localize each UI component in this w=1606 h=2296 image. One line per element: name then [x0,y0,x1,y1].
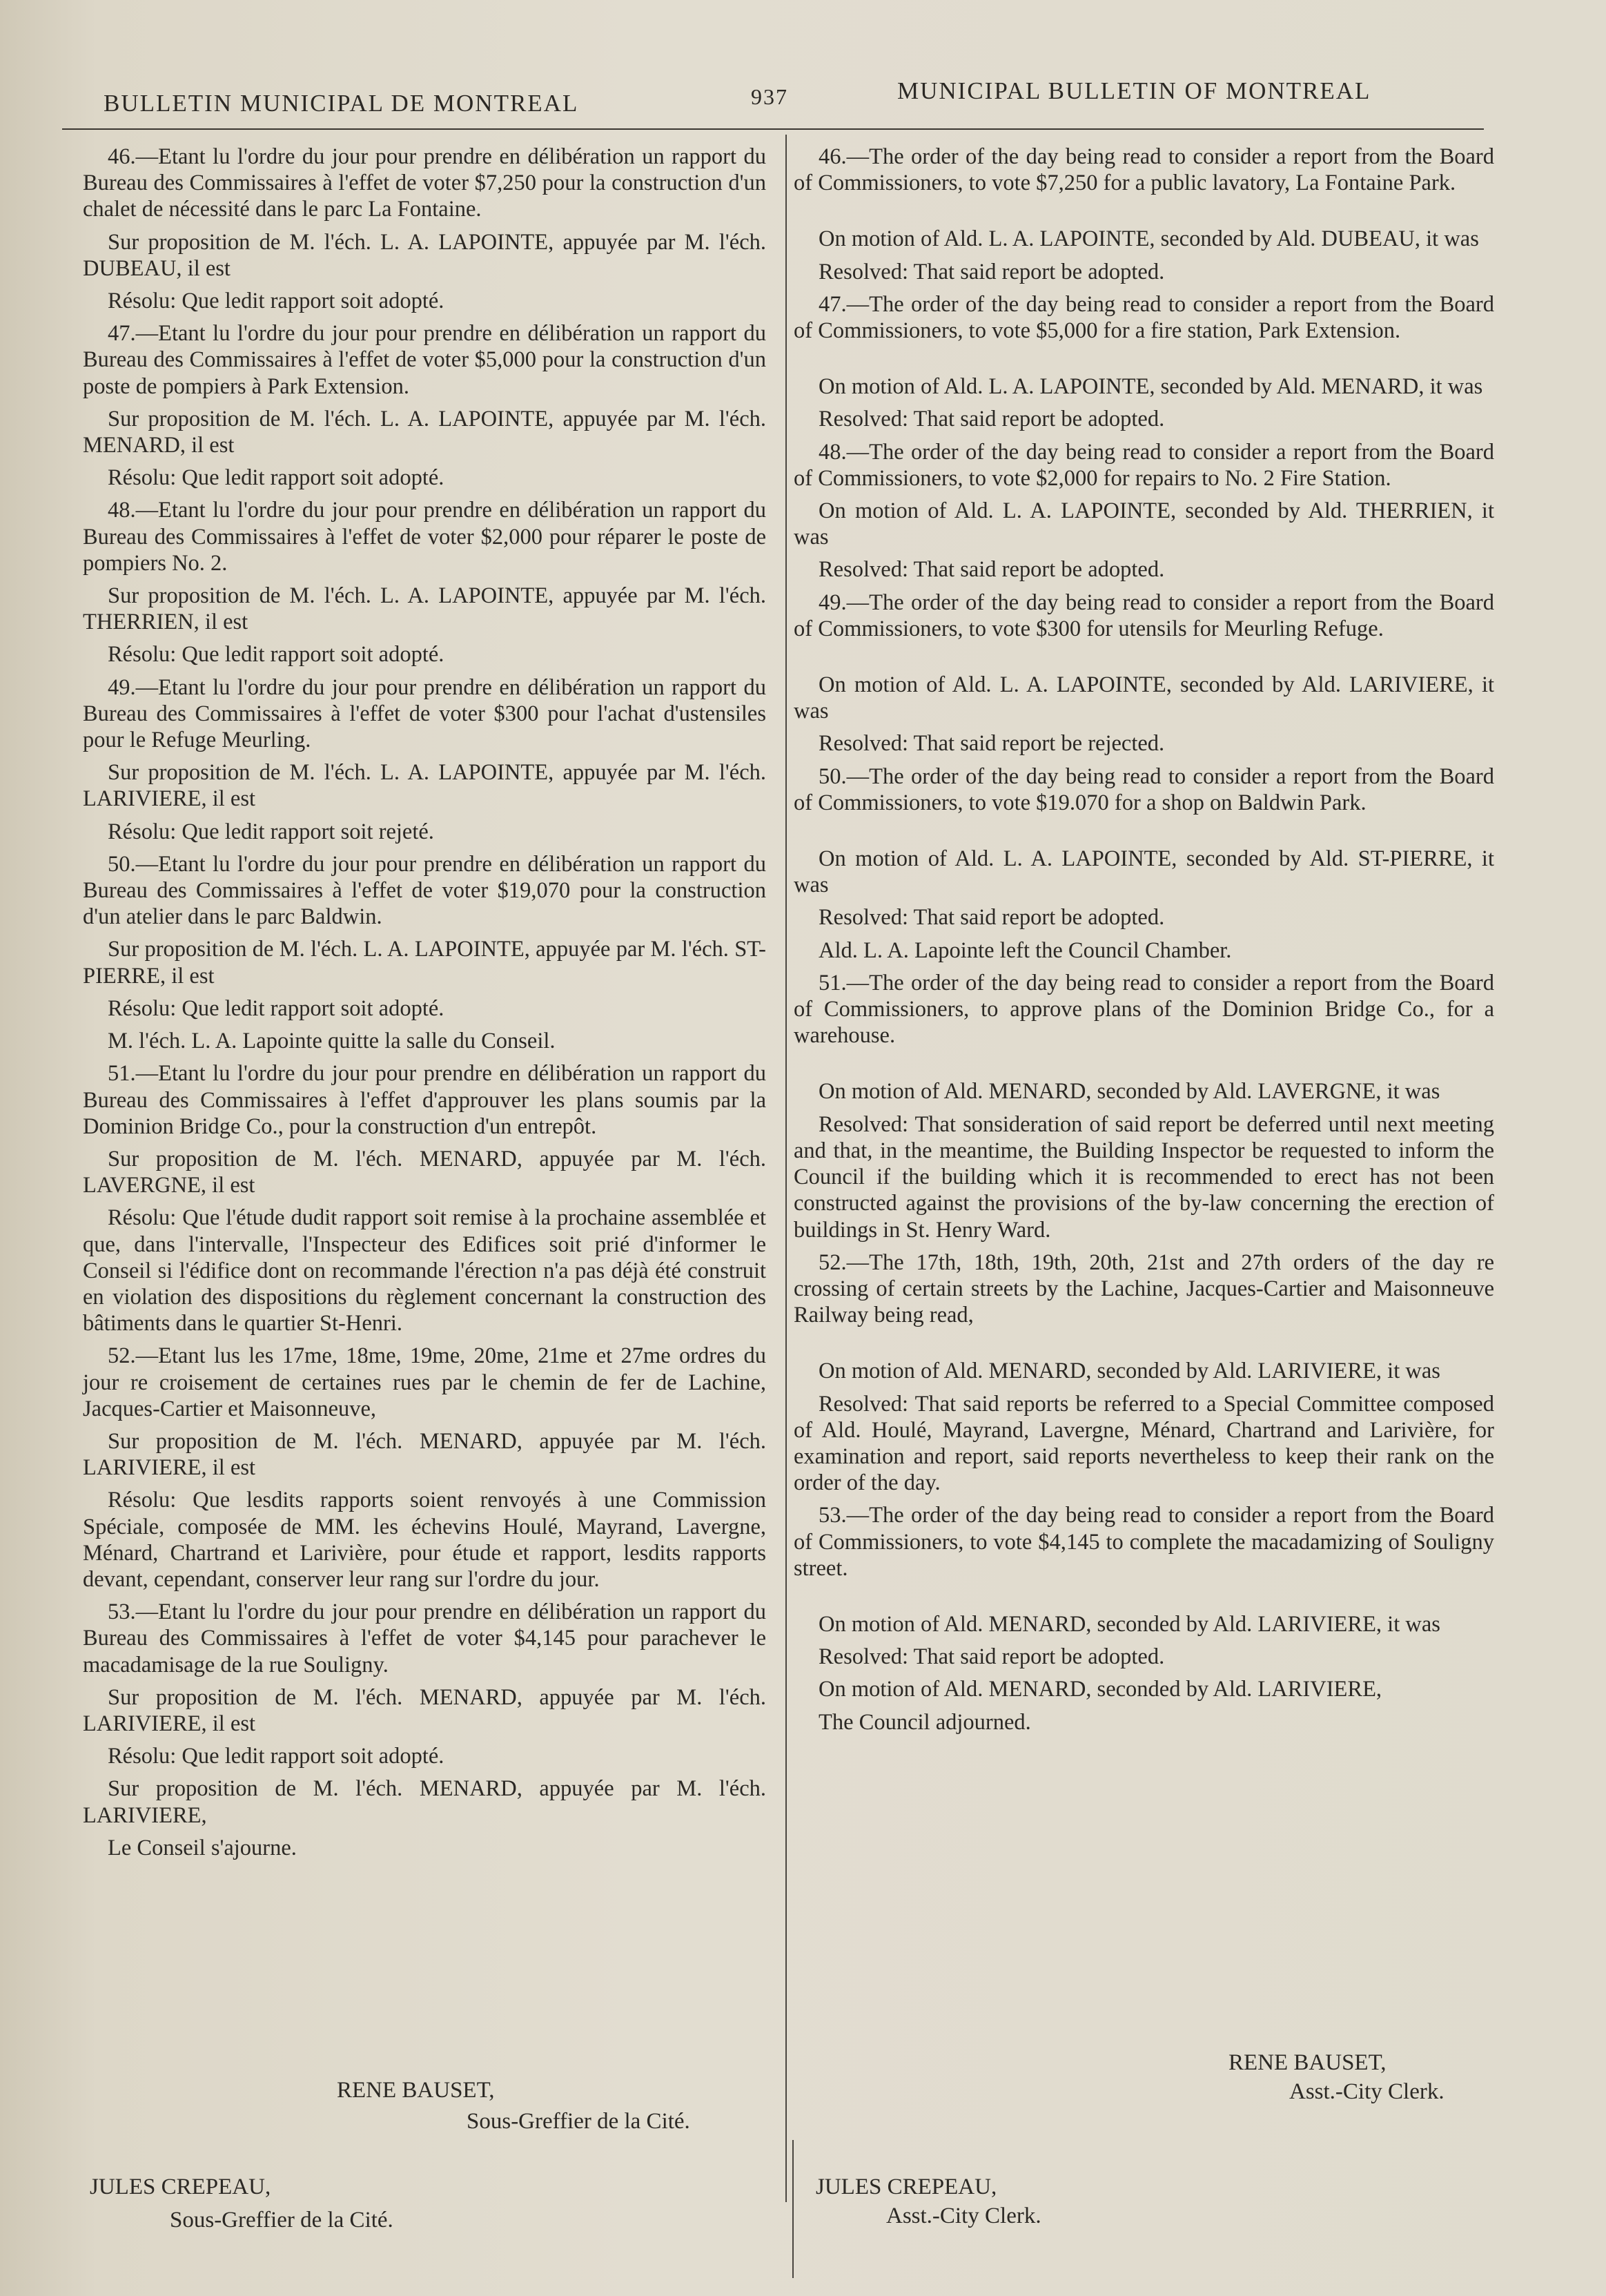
paragraph: Ald. L. A. Lapointe left the Council Chamber. [819,937,1232,963]
signature-name-english-2: JULES CREPEAU, [816,2175,997,2199]
paragraph: Resolved: That said report be adopted. [819,1644,1165,1670]
signature-name-english: RENE BAUSET, [1228,2050,1387,2075]
paragraph: 48.—Etant lu l'ordre du jour pour prendre en délibération un rapport du Bureau des Commissaires à l'effet de voter $2,000 pour réparer le poste de pompiers No. 2. [83,498,766,576]
signature-name-french-2: JULES CREPEAU, [90,2175,271,2199]
header-title-french: BULLETIN MUNICIPAL DE MONTREAL [104,90,579,117]
paragraph: On motion of Ald. MENARD, seconded by Ald. LARIVIERE, it was [819,1359,1440,1384]
paragraph: 49.—Etant lu l'ordre du jour pour prendre en délibération un rapport du Bureau des Commissaires à l'effet de voter $300 pour l'achat d'ustensiles pour le Refuge Meurling. [83,674,766,753]
page-header [97,77,1470,119]
paragraph: Le Conseil s'ajourne. [108,1835,297,1860]
paragraph: On motion of Ald. L. A. LAPOINTE, seconded by Ald. LARIVIERE, it was [794,672,1494,724]
paragraph: On motion of Ald. L. A. LAPOINTE, seconded by Ald. MENARD, it was [819,374,1483,400]
paragraph: Resolved: That said report be adopted. [819,259,1165,284]
paragraph: Resolved: That said reports be referred to a Special Committee composed of Ald. Houlé, Mayrand, Lavergne, Ménard, Chartrand and Larivière, for examination and report, said reports nevertheless to keep their rank on the order of the day. [794,1391,1494,1496]
paragraph: 47.—The order of the day being read to consider a report from the Board of Commissioners, to vote $5,000 for a fire station, Park Extension. [794,291,1494,344]
paragraph: Sur proposition de M. l'éch. L. A. LAPOINTE, appuyée par M. l'éch. MENARD, il est [83,406,766,458]
paragraph: 52.—Etant lus les 17me, 18me, 19me, 20me, 21me et 27me ordres du jour re croisement de certaines rues par le chemin de fer de Lachine, Jacques-Cartier et Maisonneuve, [83,1343,766,1421]
paragraph: Sur proposition de M. l'éch. L. A. LAPOINTE, appuyée par M. l'éch. LARIVIERE, il est [83,760,766,812]
paragraph: On motion of Ald. MENARD, seconded by Ald. LARIVIERE, it was [819,1611,1440,1637]
paragraph: 46.—The order of the day being read to consider a report from the Board of Commissioners, to vote $7,250 for a public lavatory, La Fontaine Park. [794,144,1494,196]
paragraph: 50.—The order of the day being read to consider a report from the Board of Commissioners, to vote $19.070 for a shop on Baldwin Park. [794,763,1494,815]
paragraph: Resolved: That sonsideration of said report be deferred until next meeting and that, in the meantime, the Building Inspector be requested to inform the Council if the building which it is recommended to erect has not been constructed against the provisions of the by-law concerning the erection of buildings in St. Henry Ward. [794,1111,1494,1243]
paragraph: Sur proposition de M. l'éch. MENARD, appuyée par M. l'éch. LAVERGNE, il est [83,1146,766,1198]
paragraph: On motion of Ald. L. A. LAPOINTE, seconded by Ald. ST-PIERRE, it was [794,846,1494,898]
paragraph: Resolved: That said report be adopted. [819,407,1165,432]
paragraph: 53.—Etant lu l'ordre du jour pour prendre en délibération un rapport du Bureau des Commissaires à l'effet de voter $4,145 pour parachever le macadamisage de la rue Souligny. [83,1599,766,1677]
paragraph: Sur proposition de M. l'éch. L. A. LAPOINTE, appuyée par M. l'éch. THERRIEN, il est [83,583,766,635]
paragraph: Résolu: Que l'étude dudit rapport soit remise à la prochaine assemblée et que, dans l'intervalle, l'Inspecteur des Edifices soit prié d'informer le Conseil si l'édifice dont on recommande l'érection n'a pas déjà été construit en violation des dispositions du règlement concernant la construction des bâtiments dans le quartier St-Henri. [83,1205,766,1336]
signature-title-french-2: Sous-Greffier de la Cité. [170,2208,393,2232]
header-title-english: MUNICIPAL BULLETIN OF MONTREAL [897,77,1371,104]
signature-title-french: Sous-Greffier de la Cité. [467,2109,690,2134]
signature-title-english: Asst.-City Clerk. [1289,2079,1445,2104]
paragraph: Résolu: Que lesdits rapports soient renvoyés à une Commission Spéciale, composée de MM. les échevins Houlé, Mayrand, Lavergne, Ménard, Chartrand et Larivière, pour étude et rapport, lesdits rapports devant, cependant, conserver leur rang sur l'ordre du jour. [83,1488,766,1592]
paragraph: Résolu: Que ledit rapport soit rejeté. [108,819,434,844]
header-rule [62,128,1484,130]
french-column [83,144,766,1867]
paragraph: 53.—The order of the day being read to consider a report from the Board of Commissioners, to vote $4,145 to complete the macadamizing of Souligny street. [794,1503,1494,1581]
paragraph: Resolved: That said report be adopted. [819,557,1165,583]
paragraph: 51.—The order of the day being read to consider a report from the Board of Commissioners, to approve plans of the Dominion Bridge Co., for a warehouse. [794,970,1494,1049]
page-number: 937 [751,84,788,109]
paragraph: Résolu: Que ledit rapport soit adopté. [108,465,444,491]
paragraph: Resolved: That said report be adopted. [819,905,1165,931]
paragraph: 49.—The order of the day being read to consider a report from the Board of Commissioners, to vote $300 for utensils for Meurling Refuge. [794,590,1494,641]
paragraph: The Council adjourned. [819,1709,1031,1735]
paragraph: 47.—Etant lu l'ordre du jour pour prendre en délibération un rapport du Bureau des Commissaires à l'effet de voter $5,000 pour la construction d'un poste de pompiers à Park Extension. [83,321,766,399]
paragraph: On motion of Ald. MENARD, seconded by Ald. LAVERGNE, it was [819,1079,1440,1105]
paragraph: Sur proposition de M. l'éch. MENARD, appuyée par M. l'éch. LARIVIERE, il est [83,1428,766,1481]
paragraph: On motion of Ald. L. A. LAPOINTE, seconded by Ald. THERRIEN, it was [794,498,1494,550]
english-column [794,144,1494,1742]
paragraph: Résolu: Que ledit rapport soit adopté. [108,1744,444,1769]
paragraph: Resolved: That said report be rejected. [819,731,1165,757]
paragraph: Sur proposition de M. l'éch. L. A. LAPOINTE, appuyée par M. l'éch. ST-PIERRE, il est [83,937,766,989]
paragraph: On motion of Ald. MENARD, seconded by Ald. LARIVIERE, [819,1677,1382,1702]
column-divider [785,135,787,2202]
paragraph: Résolu: Que ledit rapport soit adopté. [108,642,444,668]
paragraph: Résolu: Que ledit rapport soit adopté. [108,289,444,314]
paragraph: 46.—Etant lu l'ordre du jour pour prendre en délibération un rapport du Bureau des Commissaires à l'effet de voter $7,250 pour la construction d'un chalet de nécessité dans le parc La Fontaine. [83,144,766,222]
paragraph: Sur proposition de M. l'éch. MENARD, appuyée par M. l'éch. LARIVIERE, il est [83,1684,766,1736]
paragraph: Sur proposition de M. l'éch. L. A. LAPOINTE, appuyée par M. l'éch. DUBEAU, il est [83,229,766,281]
column-divider-lower [792,2140,794,2278]
paragraph: Sur proposition de M. l'éch. MENARD, appuyée par M. l'éch. LARIVIERE, [83,1776,766,1828]
paragraph: 48.—The order of the day being read to consider a report from the Board of Commissioners, to vote $2,000 for repairs to No. 2 Fire Station. [794,439,1494,491]
paragraph: Résolu: Que ledit rapport soit adopté. [108,995,444,1021]
signature-title-english-2: Asst.-City Clerk. [886,2203,1041,2228]
paragraph: 52.—The 17th, 18th, 19th, 20th, 21st and 27th orders of the day re crossing of certain streets by the Lachine, Jacques-Cartier and Maisonneuve Railway being read, [794,1249,1494,1328]
paragraph: On motion of Ald. L. A. LAPOINTE, seconded by Ald. DUBEAU, it was [819,226,1479,252]
paragraph: 51.—Etant lu l'ordre du jour pour prendre en délibération un rapport du Bureau des Commissaires à l'effet d'approuver les plans soumis par la Dominion Bridge Co., pour la construction d'un entrepôt. [83,1061,766,1139]
paragraph: 50.—Etant lu l'ordre du jour pour prendre en délibération un rapport du Bureau des Commissaires à l'effet de voter $19,070 pour la construction d'un atelier dans le parc Baldwin. [83,851,766,930]
signature-name-french: RENE BAUSET, [337,2078,495,2103]
paragraph: M. l'éch. L. A. Lapointe quitte la salle du Conseil. [108,1029,556,1054]
